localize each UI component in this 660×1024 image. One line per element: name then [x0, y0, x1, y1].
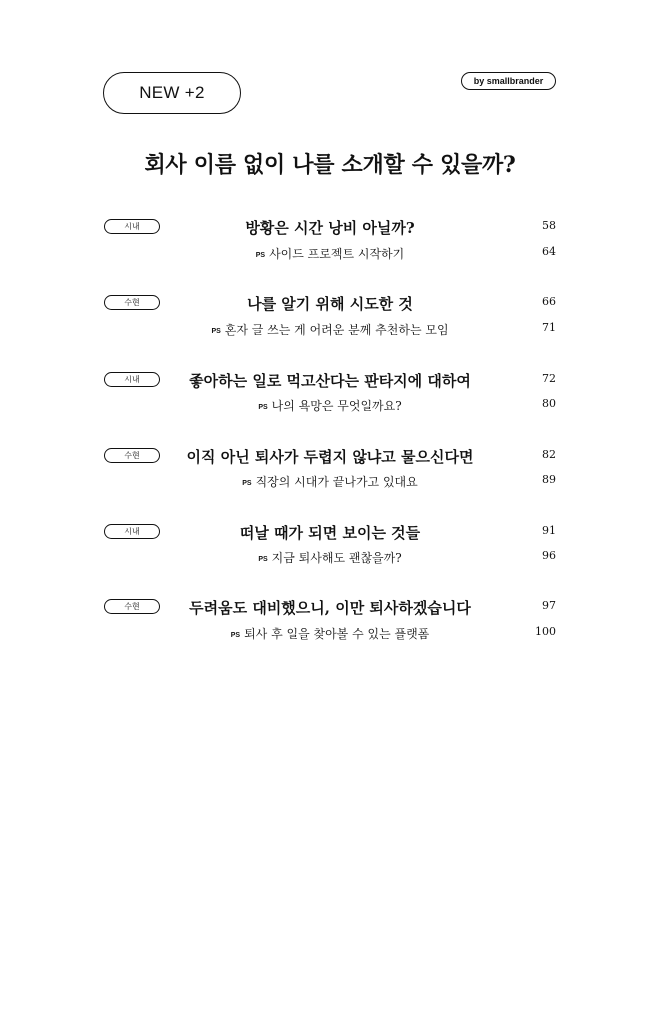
chapter-title: 두려움도 대비했으니, 이만 퇴사하겠습니다: [189, 599, 471, 617]
page-title: 회사 이름 없이 나를 소개할 수 있을까?: [144, 152, 516, 178]
ps-title: 퇴사 후 일을 찾아볼 수 있는 플랫폼: [244, 627, 430, 641]
chapter-title: 떠날 때가 되면 보이는 것들: [239, 524, 421, 542]
toc-chapter-row: [0, 522, 660, 544]
ps-entry: [0, 625, 660, 642]
ps-entry: [0, 321, 660, 338]
chapter-page-number: 91: [542, 524, 556, 537]
chapter-page-number: 82: [542, 448, 556, 461]
new-badge-label: NEW +2: [139, 83, 205, 102]
chapter-page-number: 97: [542, 599, 556, 612]
chapter-title: 방황은 시간 낭비 아닐까?: [245, 219, 415, 237]
ps-page-number: 100: [535, 625, 556, 638]
toc-chapter-row: [0, 370, 660, 392]
toc-chapter-row: [0, 293, 660, 315]
toc-ps-row: [0, 243, 660, 265]
ps-title: 혼자 글 쓰는 게 어려운 분께 추천하는 모임: [224, 323, 449, 337]
ps-label: PS: [230, 632, 241, 639]
toc-ps-row: [0, 623, 660, 645]
ps-title: 직장의 시대가 끝나가고 있대요: [255, 475, 418, 489]
toc-chapter-row: [0, 217, 660, 239]
author-tag-label: 수현: [124, 298, 140, 307]
ps-page-number: 80: [542, 397, 556, 410]
credit-label: by smallbrander: [473, 76, 544, 86]
chapter-title: 좋아하는 일로 먹고산다는 판타지에 대하여: [189, 372, 471, 390]
chapter-page-number: 66: [542, 295, 556, 308]
ps-label: PS: [255, 252, 266, 259]
new-badge: [103, 72, 241, 114]
ps-title: 사이드 프로젝트 시작하기: [269, 247, 405, 261]
toc-ps-row: [0, 547, 660, 569]
ps-entry: [0, 245, 660, 262]
chapter-page-number: 58: [542, 219, 556, 232]
chapter-title: 이직 아닌 퇴사가 두렵지 않냐고 물으신다면: [186, 448, 474, 466]
chapter-page-number: 72: [542, 372, 556, 385]
credit-badge: [461, 72, 556, 90]
ps-title: 지금 퇴사해도 괜찮을까?: [271, 551, 402, 565]
chapter-title: 나를 알기 위해 시도한 것: [247, 295, 413, 313]
author-tag-label: 시내: [124, 222, 140, 231]
ps-label: PS: [258, 556, 268, 563]
ps-label: PS: [242, 480, 252, 487]
author-tag-label: 수현: [124, 602, 140, 611]
toc-chapter-row: [0, 597, 660, 619]
ps-entry: [0, 549, 660, 566]
ps-page-number: 96: [542, 549, 556, 562]
ps-entry: [0, 397, 660, 414]
ps-page-number: 64: [542, 245, 556, 258]
ps-title: 나의 욕망은 무엇일까요?: [271, 399, 402, 413]
toc-ps-row: [0, 395, 660, 417]
author-tag-label: 시내: [124, 527, 140, 536]
toc-ps-row: [0, 319, 660, 341]
ps-page-number: 71: [542, 321, 556, 334]
ps-label: PS: [258, 404, 268, 411]
author-tag-label: 수현: [124, 451, 140, 460]
ps-page-number: 89: [542, 473, 556, 486]
author-tag-label: 시내: [124, 375, 140, 384]
toc-chapter-row: [0, 446, 660, 468]
ps-entry: [0, 473, 660, 490]
ps-label: PS: [211, 328, 221, 335]
toc-ps-row: [0, 471, 660, 493]
